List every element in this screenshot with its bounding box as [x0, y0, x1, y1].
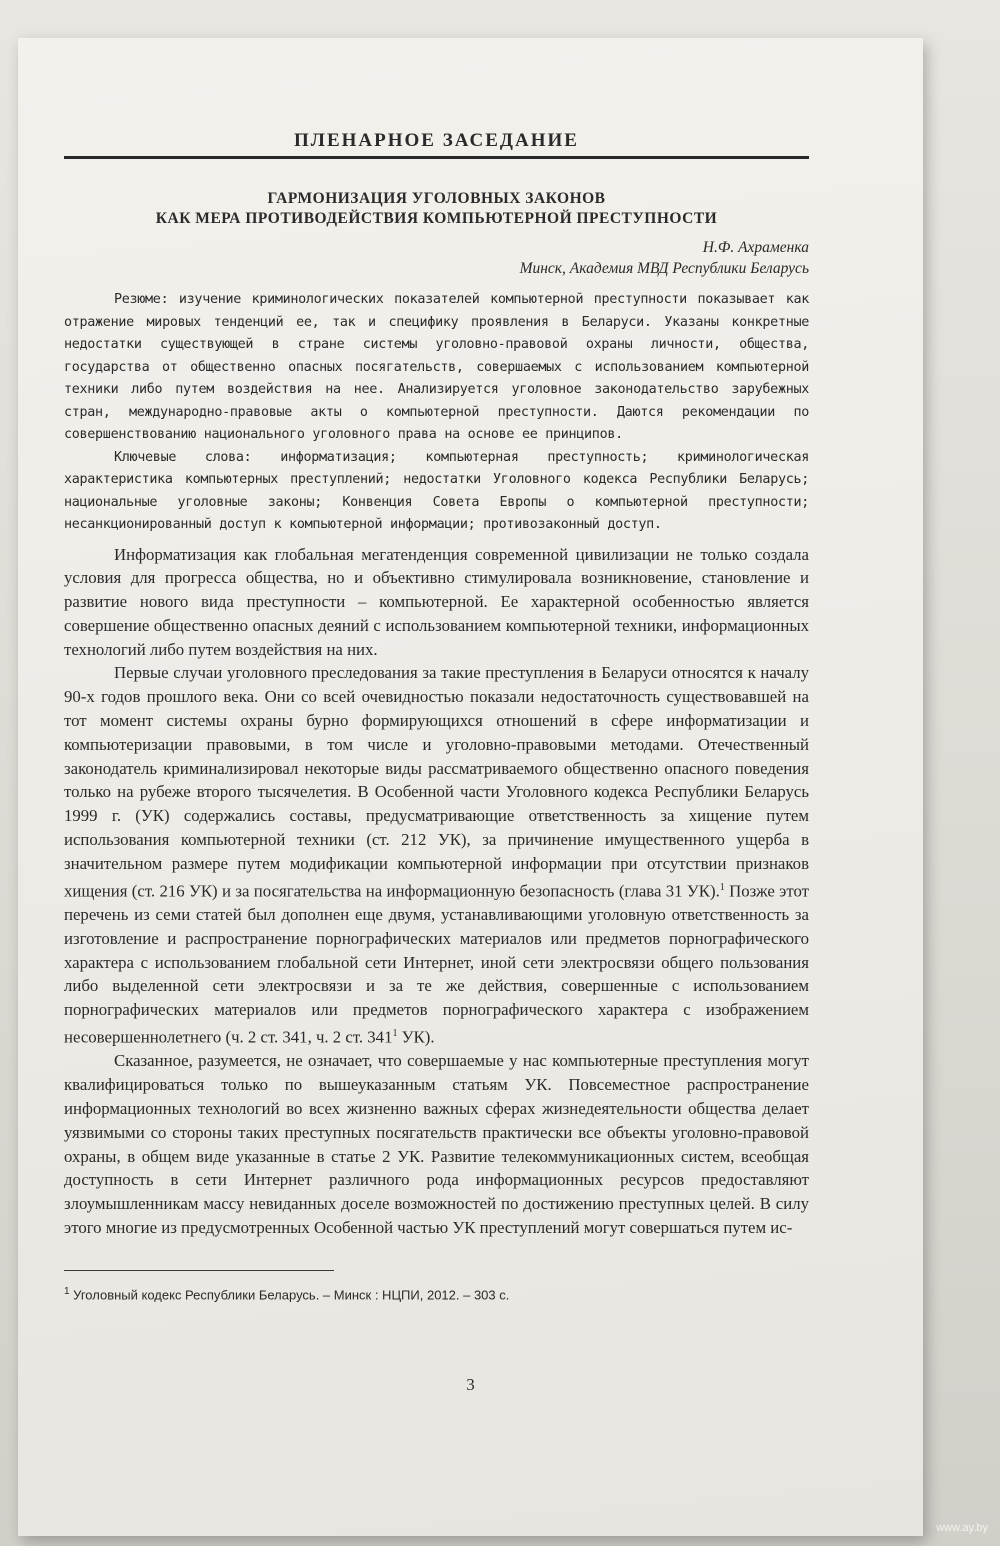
body-paragraph-2-part3: УК).: [397, 1027, 435, 1047]
footnote-text: Уголовный кодекс Республики Беларусь. – Минск : НЦПИ, 2012. – 303 с.: [69, 1287, 510, 1303]
watermark: www.ay.by: [936, 1522, 988, 1534]
superscript-marker: 1: [392, 1028, 398, 1040]
header-rule: [64, 156, 809, 159]
document-page: [18, 38, 923, 1536]
page-content: [64, 130, 809, 1304]
footnote-reference: 1: [719, 881, 725, 893]
footnote-marker: 1: [64, 1285, 70, 1297]
footnote: [64, 1283, 809, 1304]
abstract-keywords: Ключевые слова: информатизация; компьютерная преступность; криминологическая характеристика компьютерных преступлений; недостатки Уголовного кодекса Республики Беларусь; национальные уголовные законы; Конвенция Совета Европы о компьютерной преступности; несанкционированный доступ к компьютерной информации; противозаконный доступ.: [64, 449, 809, 532]
article-title-line1: ГАРМОНИЗАЦИЯ УГОЛОВНЫХ ЗАКОНОВ: [267, 190, 606, 207]
body-paragraph-3: Сказанное, разумеется, не означает, что совершаемые у нас компьютерные преступления могут квалифицироваться только по вышеуказанным статьям УК. Повсеместное распространение информационных технологий во всех жизненно важных сферах жизнедеятельности общества делает уязвимыми со стороны таких преступных посягательств практически все объекты уголовно-правовой охраны, в общем виде указанные в статье 2 УК. Развитие телекоммуникационных систем, всеобщая доступность в сети Интернет различного рода информационных ресурсов предоставляют злоумышленникам массу невиданных доселе возможностей по достижению преступных целей. В силу этого многие из предусмотренных Особенной частью УК преступлений могут совершаться путем ис-: [64, 1051, 809, 1237]
author-affiliation: Минск, Академия МВД Республики Беларусь: [519, 260, 809, 277]
article-title-line2: КАК МЕРА ПРОТИВОДЕЙСТВИЯ КОМПЬЮТЕРНОЙ ПРЕСТУПНОСТИ: [155, 210, 718, 227]
footnote-rule: [64, 1270, 334, 1271]
body-paragraph-2-part1: Первые случаи уголовного преследования за такие преступления в Беларуси относятся к началу 90-х годов прошлого века. Они со всей очевидностью показали недостаточность существовавшей на тот момент системы охраны бурно формирующихся отношений в сфере информатизации и компьютеризации правовыми, в том числе и уголовно-правовыми методами. Отечественный законодатель криминализировал некоторые виды рассматриваемого общественно опасного поведения только на рубеже второго тысячелетия. В Особенной части Уголовного кодекса Республики Беларусь 1999 г. (УК) содержались составы, предусматривающие ответственность за хищение путем использования компьютерной техники (ст. 212 УК), за причинение имущественного ущерба в значительном размере путем модификации компьютерной информации при отсутствии признаков хищения (ст. 216 УК) и за посягательства на информационную безопасность (глава 31 УК).: [64, 663, 809, 901]
article-body: [64, 543, 809, 1240]
body-paragraph-2-part2: Позже этот перечень из семи статей был дополнен еще двумя, устанавливающими уголовную ответственность за изготовление и распространение порнографических материалов или предметов порнографического характера с использованием глобальной сети Интернет, иной сети электросвязи общего пользования либо выделенной сети электросвязи и за те же действия, совершенные с использованием порнографических материалов или предметов порнографического характера с изображением несовершеннолетнего (ч. 2 ст. 341, ч. 2 ст. 341: [64, 881, 809, 1047]
abstract-summary: Резюме: изучение криминологических показателей компьютерной преступности показывает как отражение мировых тенденций ее, так и специфику проявления в Беларуси. Указаны конкретные недостатки существующей в стране системы уголовно-правовой охраны личности, общества, государства от общественно опасных посягательств, совершаемых с использованием компьютерной техники либо путем воздействия на нее. Анализируется уголовное законодательство зарубежных стран, международно-правовые акты о компьютерной преступности. Даются рекомендации по совершенствованию национального уголовного права на основе ее принципов.: [64, 292, 809, 442]
body-paragraph-2: [64, 661, 809, 1049]
abstract-block: [64, 289, 809, 537]
page-number: 3: [466, 1375, 475, 1394]
author-name: Н.Ф. Ахраменка: [702, 239, 809, 256]
section-title: ПЛЕНАРНОЕ ЗАСЕДАНИЕ: [294, 130, 579, 151]
body-paragraph-1: Информатизация как глобальная мегатенденция современной цивилизации не только создала условия для прогресса общества, но и объективно стимулировала возникновение, становление и развитие нового вида преступности – компьютерной. Ее характерной особенностью является совершение общественно опасных деяний с использованием компьютерной техники, информационных технологий либо путем воздействия на них.: [64, 544, 809, 659]
